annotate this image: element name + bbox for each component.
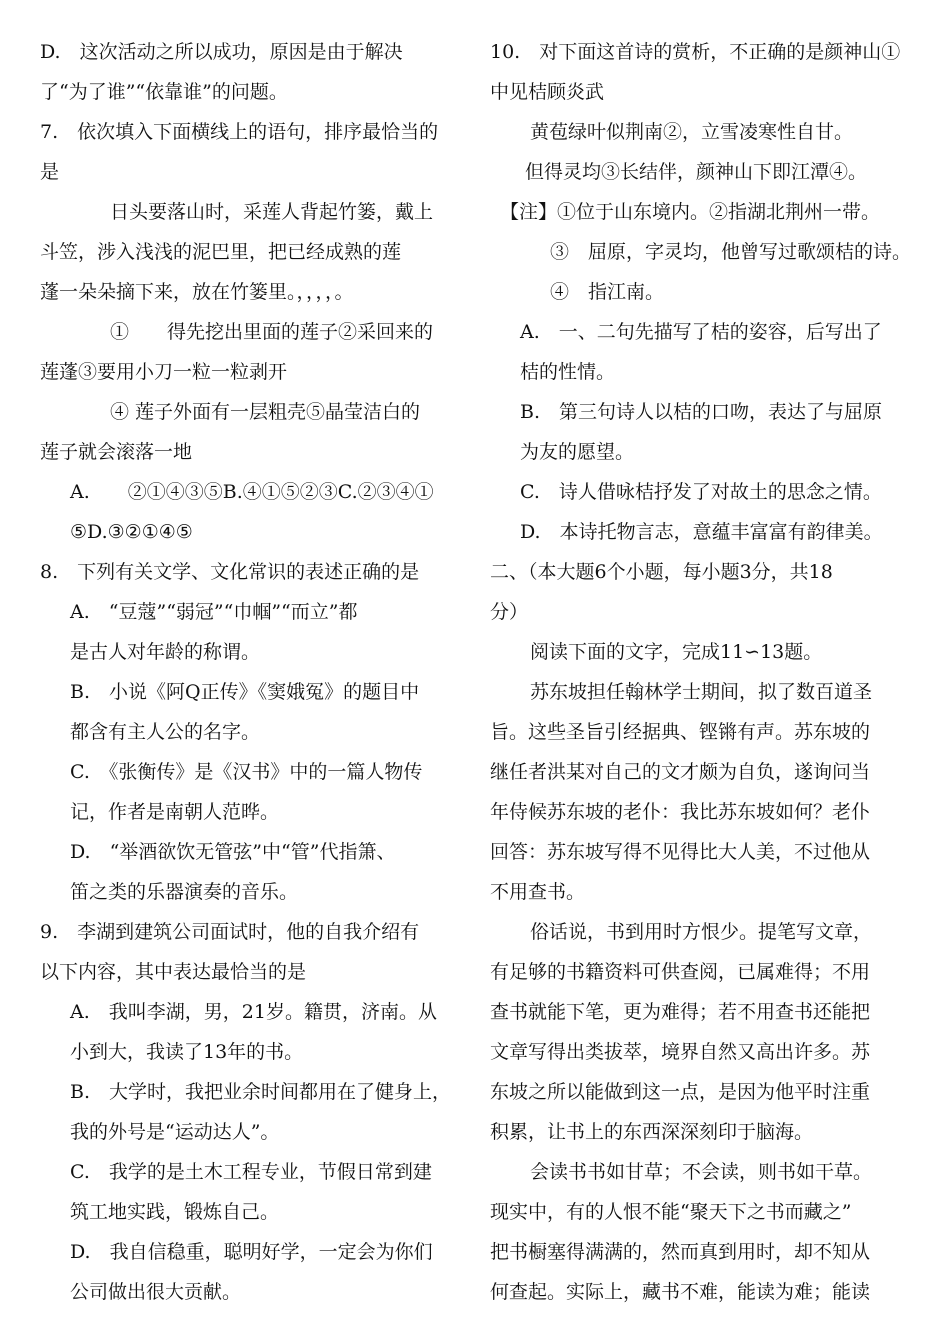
passage-line: 俗话说，书到用时方恨少。提笔写文章， <box>530 921 873 943</box>
text-line: 是古人对年龄的称谓。 <box>70 641 261 663</box>
sentence-options-line: ① 得先挖出里面的莲子②采回来的 <box>110 321 434 343</box>
text-line: 分） <box>490 601 529 623</box>
passage-line: 苏东坡担任翰林学士期间，拟了数百道圣 <box>530 681 873 703</box>
option-c-q9: C. 我学的是土木工程专业，节假日常到建 <box>70 1161 432 1183</box>
text-line: 记，作者是南朝人范晔。 <box>70 801 280 823</box>
option-c-q8: C. 《张衡传》是《汉书》中的一篇人物传 <box>70 761 423 783</box>
passage-line: 文章写得出类拔萃，境界自然又高出许多。苏 <box>490 1041 871 1063</box>
option-c-q10: C. 诗人借咏桔抒发了对故土的思念之情。 <box>520 481 882 503</box>
option-d-q8: D. “举酒欲饮无管弦”中“管”代指箫、 <box>70 841 396 863</box>
poem-title: 中见桔顾炎武 <box>490 81 605 103</box>
passage-line: 旨。这些圣旨引经据典、铿锵有声。苏东坡的 <box>490 721 871 743</box>
option-b-q10: B. 第三句诗人以桔的口吻，表达了与屈原 <box>520 401 883 423</box>
text-line: 是 <box>40 161 60 183</box>
passage-line: 年侍候苏东坡的老仆：我比苏东坡如何？老仆 <box>490 801 871 823</box>
option-d-q6: D. 这次活动之所以成功，原因是由于解决 <box>40 41 403 63</box>
question-10-stem: 10. 对下面这首诗的赏析，不正确的是颜神山① <box>490 41 901 63</box>
sentence-options-line: 莲蓬③要用小刀一粒一粒剥开 <box>40 361 288 383</box>
text-line: 筑工地实践，锻炼自己。 <box>70 1201 280 1223</box>
option-b-q8: B. 小说《阿Q正传》《窦娥冤》的题目中 <box>70 681 420 703</box>
text-line: 了“为了谁”“依靠谁”的问题。 <box>40 81 288 103</box>
passage-line: 积累，让书上的东西深深刻印于脑海。 <box>490 1121 814 1143</box>
text-line: 以下内容，其中表达最恰当的是 <box>40 961 307 983</box>
text-line: 为友的愿望。 <box>520 441 635 463</box>
option-d-q9: D. 我自信稳重，聪明好学，一定会为你们 <box>70 1241 433 1263</box>
passage-line: 现实中，有的人恨不能“聚天下之书而藏之” <box>490 1201 852 1223</box>
poem-line: 黄苞绿叶似荆南②，立雪凌寒性自甘。 <box>530 121 854 143</box>
answer-choices-q7: ⑤D.③②①④⑤ <box>70 521 193 543</box>
text-line: 公司做出很大贡献。 <box>70 1281 242 1303</box>
question-8-stem: 8. 下列有关文学、文化常识的表述正确的是 <box>40 561 420 583</box>
text-line: 都含有主人公的名字。 <box>70 721 261 743</box>
poem-line: 但得灵均③长结伴，颜神山下即江潭④。 <box>525 161 868 183</box>
text-line: 我的外号是“运动达人”。 <box>70 1121 280 1143</box>
poem-notes: ④ 指江南。 <box>550 281 665 303</box>
reading-instruction: 阅读下面的文字，完成11∽13题。 <box>530 641 823 663</box>
passage-line: 会读书书如甘草；不会读，则书如干草。 <box>530 1161 873 1183</box>
passage-line: 把书橱塞得满满的，然而真到用时，却不知从 <box>490 1241 871 1263</box>
passage-line: 日头要落山时，采莲人背起竹篓，戴上 <box>110 201 434 223</box>
text-line: 小到大，我读了13年的书。 <box>70 1041 304 1063</box>
section-heading: 二、（本大题6个小题，每小题3分，共18 <box>490 561 833 583</box>
option-b-q9: B. 大学时，我把业余时间都用在了健身上， <box>70 1081 452 1103</box>
passage-line: 查书就能下笔，更为难得；若不用查书还能把 <box>490 1001 871 1023</box>
passage-line: 不用查书。 <box>490 881 586 903</box>
option-a-q9: A. 我叫李湖，男，21岁。籍贯，济南。从 <box>70 1001 437 1023</box>
text-line: 桔的性情。 <box>520 361 616 383</box>
option-a-q10: A. 一、二句先描写了桔的姿容，后写出了 <box>520 321 882 343</box>
option-a-q8: A. “豆蔻”“弱冠”“巾帼”“而立”都 <box>70 601 358 623</box>
left-column <box>40 32 465 1312</box>
answer-choices-q7: A. ②①④③⑤B.④①⑤②③C.②③④① <box>70 481 434 503</box>
passage-line: 蓬一朵朵摘下来，放在竹篓里。，，，，。 <box>40 281 354 303</box>
question-9-stem: 9. 李湖到建筑公司面试时，他的自我介绍有 <box>40 921 420 943</box>
poem-notes: ③ 屈原，字灵均，他曾写过歌颂桔的诗。 <box>550 241 912 263</box>
poem-notes: 【注】①位于山东境内。②指湖北荆州一带。 <box>500 201 881 223</box>
passage-line: 斗笠，涉入浅浅的泥巴里，把已经成熟的莲 <box>40 241 402 263</box>
passage-line: 回答：苏东坡写得不见得比大人美，不过他从 <box>490 841 871 863</box>
passage-line: 东坡之所以能做到这一点，是因为他平时注重 <box>490 1081 871 1103</box>
option-d-q10: D. 本诗托物言志，意蕴丰富富有韵律美。 <box>520 521 883 543</box>
passage-line: 何查起。实际上，藏书不难，能读为难；能读 <box>490 1281 871 1303</box>
sentence-options-line: ④ 莲子外面有一层粗壳⑤晶莹洁白的 <box>110 401 421 423</box>
sentence-options-line: 莲子就会滚落一地 <box>40 441 193 463</box>
passage-line: 继任者洪某对自己的文才颇为自负，遂询问当 <box>490 761 871 783</box>
question-7-stem: 7. 依次填入下面横线上的语句，排序最恰当的 <box>40 121 439 143</box>
right-column <box>490 32 920 1312</box>
passage-line: 有足够的书籍资料可供查阅，已属难得；不用 <box>490 961 871 983</box>
text-line: 笛之类的乐器演奏的音乐。 <box>70 881 299 903</box>
